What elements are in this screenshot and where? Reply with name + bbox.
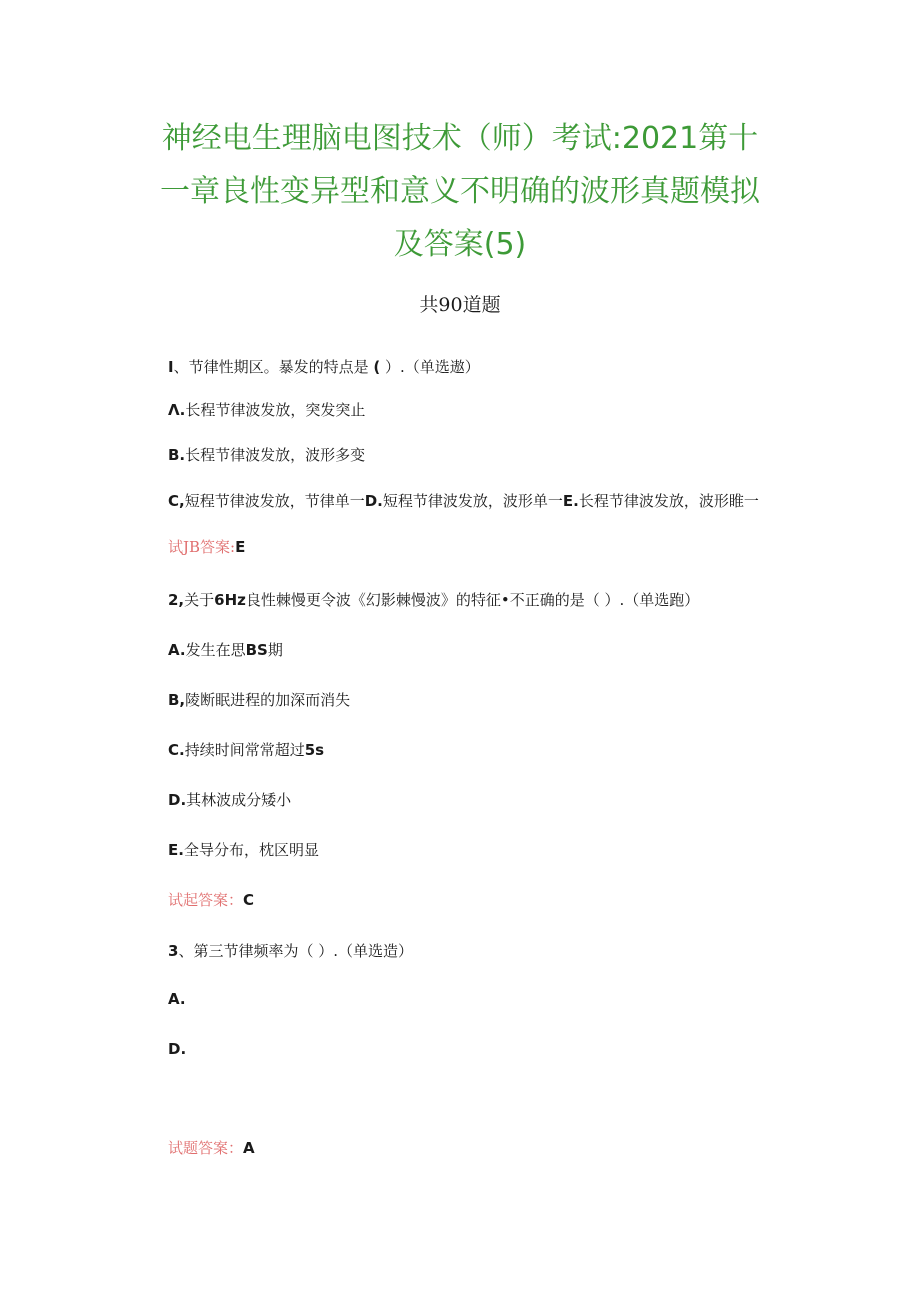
question-2-number: 2, xyxy=(168,591,185,609)
question-1-option-a: Λ.长程节律波发放，突发突止 xyxy=(168,401,366,419)
question-2-option-d: D.其林波成分矮小 xyxy=(168,791,292,809)
question-count: 共90道题 xyxy=(419,294,501,316)
question-2-answer xyxy=(168,889,254,910)
answer-value: E xyxy=(235,538,246,556)
question-2-option-a: A.发生在思BS期 xyxy=(168,641,283,659)
question-3-number: 3 xyxy=(168,942,179,960)
question-1-stem: I、节律性期区。暴发的特点是 ( ）.（单选遨） xyxy=(168,358,480,376)
question-3-stem: 3、第三节律频率为（ ）.（单选造） xyxy=(168,942,413,960)
question-3-answer xyxy=(168,1137,255,1158)
title-line-1: 神经电生理脑电图技术（师）考试:2021第十 xyxy=(161,121,759,156)
title-line-2: 一章良性变异型和意义不明确的波形真题模拟 xyxy=(160,174,760,209)
question-3-option-a: A. xyxy=(168,990,186,1008)
answer-label: 试起答案： xyxy=(168,891,244,909)
answer-value: C xyxy=(243,891,255,909)
document-title xyxy=(150,112,770,271)
question-1-number: I xyxy=(168,358,174,376)
question-1-answer xyxy=(168,536,245,557)
question-3-option-d: D. xyxy=(168,1040,187,1058)
answer-label: 试JB答案: xyxy=(168,538,236,556)
answer-value: A xyxy=(243,1139,255,1157)
question-2-option-c: C.持续时间常常超过5s xyxy=(168,741,325,759)
title-line-3: 及答案(5) xyxy=(393,227,527,262)
question-2-option-b: B,陵断眠进程的加深而消失 xyxy=(168,691,351,709)
question-2-stem: 2,关于6Hz良性棘慢更令波《幻影棘慢波》的特征•不正确的是（ ）.（单选跑） xyxy=(168,591,700,609)
answer-label: 试题答案： xyxy=(168,1139,244,1157)
question-1-option-b: B.长程节律波发放，波形多变 xyxy=(168,446,366,464)
question-2-option-e: E.全导分布，枕区明显 xyxy=(168,841,319,859)
question-1-options-cde: C,短程节律波发放，节律单一D.短程节律波发放，波形单一E.长程节律波发放，波形睢一 xyxy=(168,492,759,510)
